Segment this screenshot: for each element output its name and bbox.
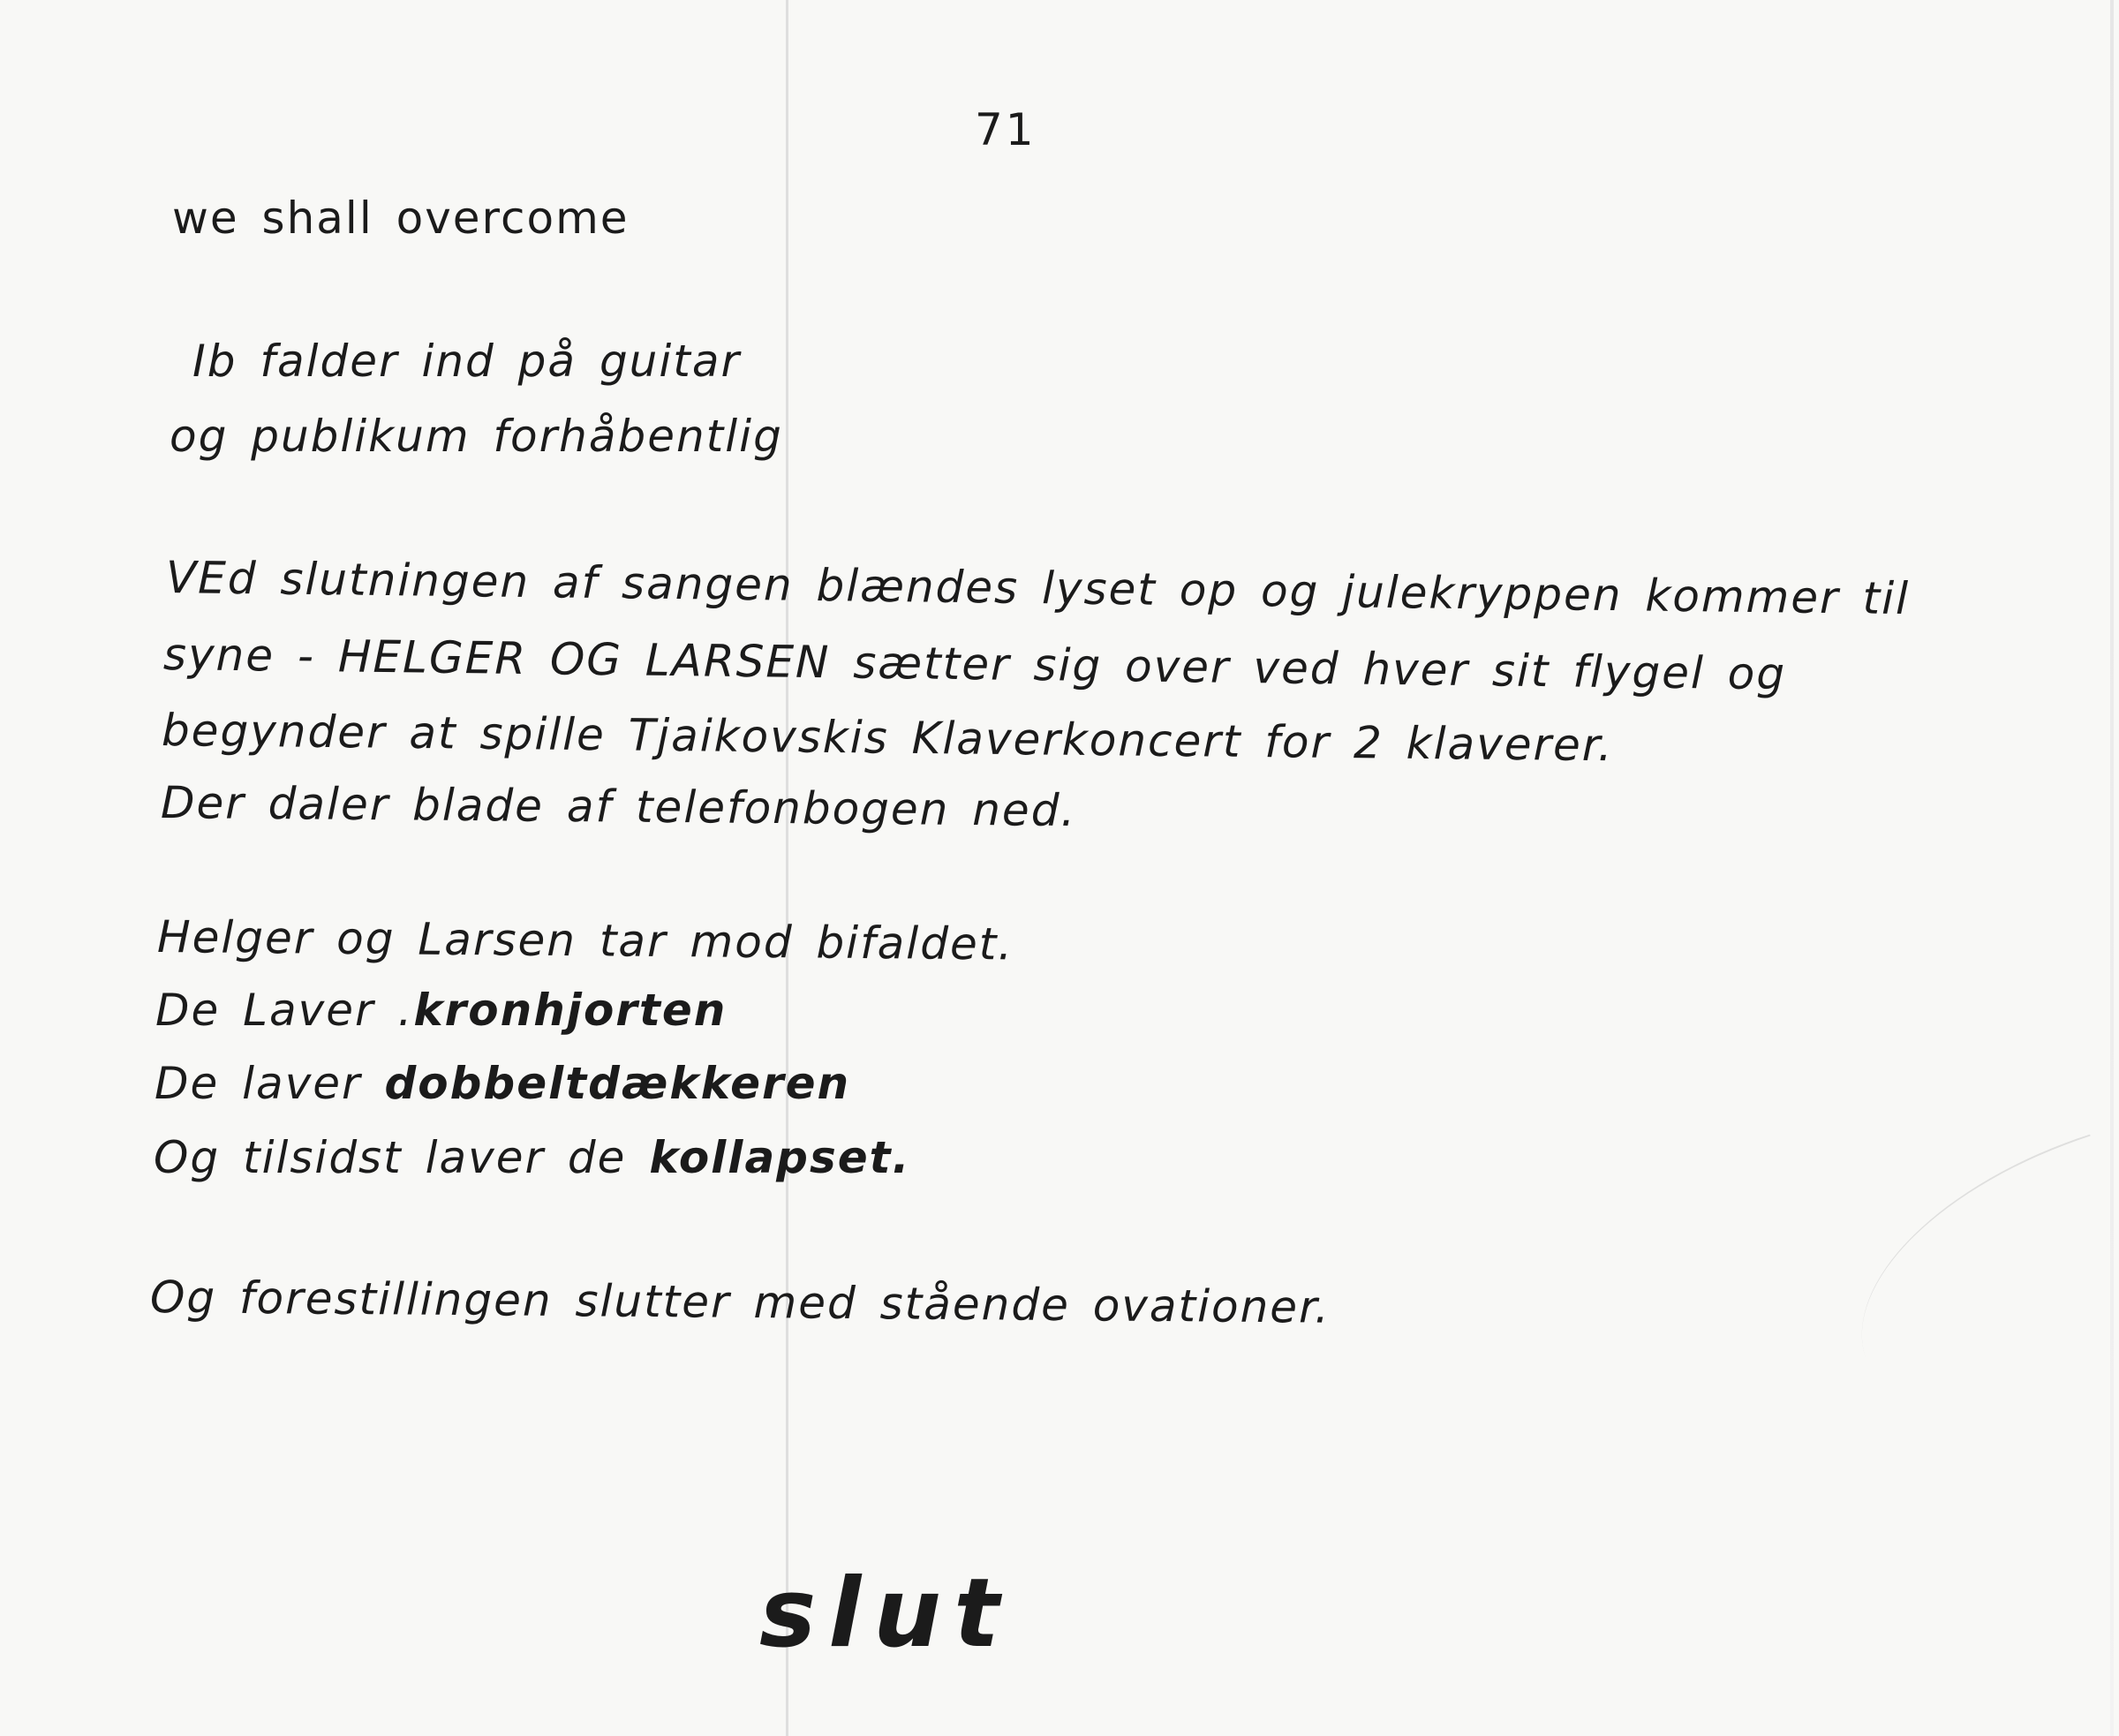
line-begynder: begynder at spille Tjaikovskis Klaverkoncert for 2 klaverer. xyxy=(161,705,1615,772)
line-de-laver-dobbeltdaekkeren xyxy=(155,1058,850,1109)
page-number: 71 xyxy=(975,104,1037,155)
bold-word-kronhjorten: kronhjorten xyxy=(413,985,728,1036)
line-og-tilsidst xyxy=(154,1132,911,1183)
line-prefix: De laver xyxy=(155,1058,385,1109)
line-og-forestillingen: Og forestillingen slutter med stående ovationer. xyxy=(149,1272,1331,1333)
line-syne-helger: syne - HELGER OG LARSEN sætter sig over ved hver sit flygel og xyxy=(162,629,1787,700)
line-der-daler: Der daler blade af telefonbogen ned. xyxy=(160,777,1077,837)
line-og-publikum: og publikum forhåbentlig xyxy=(170,411,783,462)
bold-word-dobbeltdaekkeren: dobbeltdækkeren xyxy=(384,1058,851,1109)
paper-fold xyxy=(786,0,788,1736)
line-de-laver-kronhjorten xyxy=(155,985,727,1036)
line-prefix: Og tilsidst laver de xyxy=(154,1132,650,1183)
closing-word: slut xyxy=(759,1559,1012,1669)
paper-edge xyxy=(2110,0,2114,1736)
paper-crease xyxy=(1821,1135,2119,1358)
line-ved-slutningen: VEd slutningen af sangen blændes lyset op og julekryppen kommer til xyxy=(165,552,1911,625)
bold-word-kollapset: kollapset. xyxy=(649,1132,911,1183)
line-prefix: De Laver . xyxy=(155,985,414,1036)
line-helger-og-larsen: Helger og Larsen tar mod bifaldet. xyxy=(156,911,1014,970)
line-ib-falder: Ib falder ind på guitar xyxy=(192,336,742,387)
line-we-shall-overcome: we shall overcome xyxy=(172,192,630,244)
